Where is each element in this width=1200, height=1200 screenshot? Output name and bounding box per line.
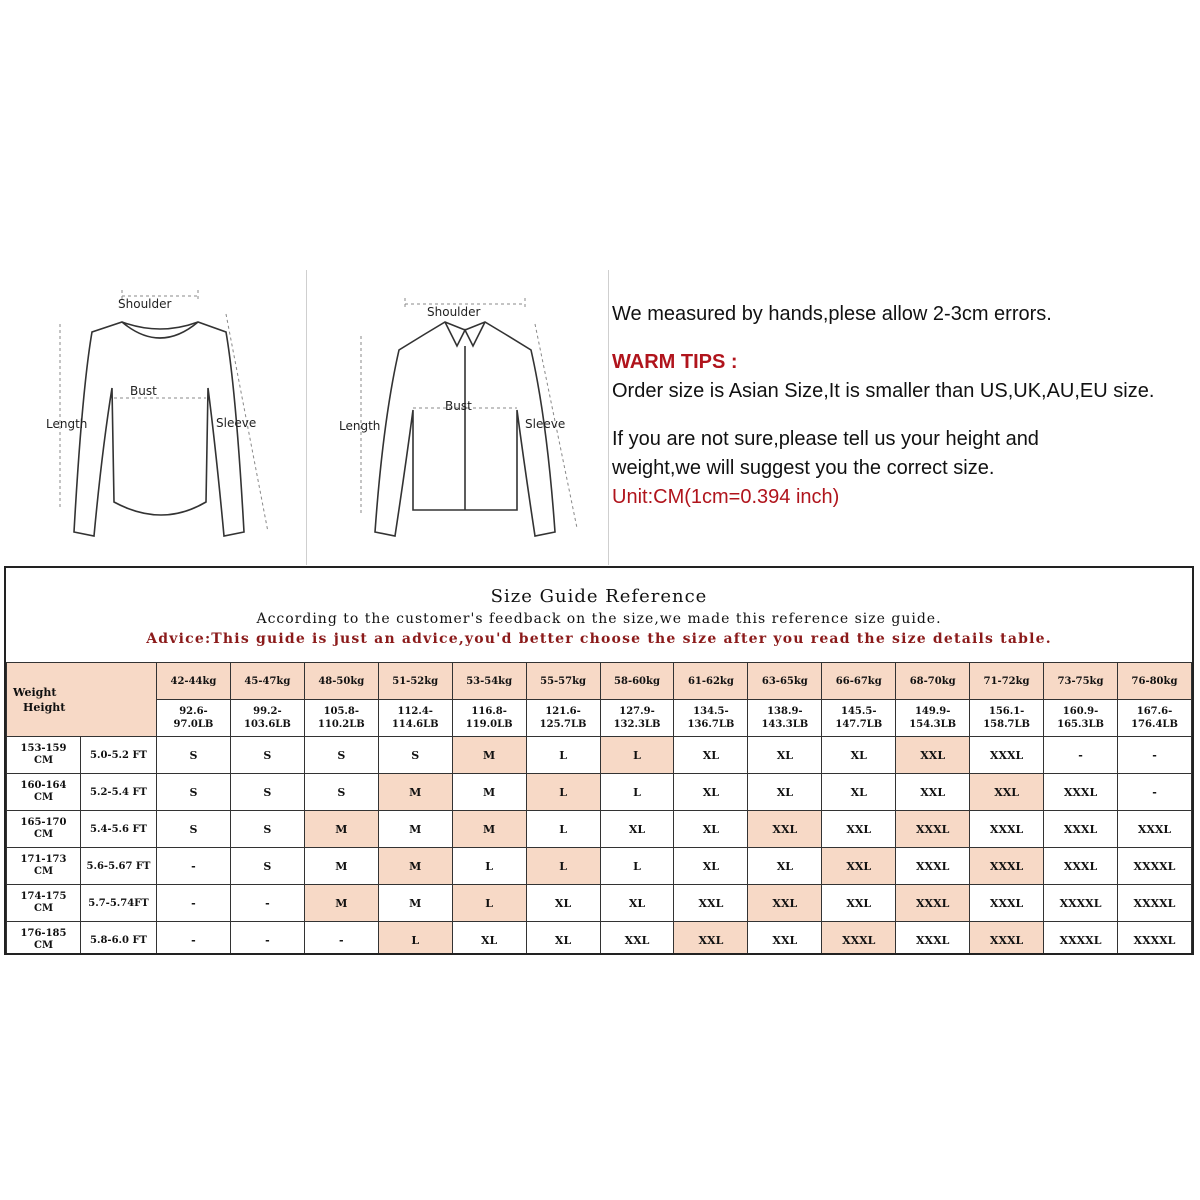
weight-lb-to: 165.3LB [1057, 719, 1104, 730]
size-cell: S [230, 848, 304, 885]
size-cell: S [157, 737, 231, 774]
size-cell: M [378, 811, 452, 848]
divider [306, 270, 307, 565]
size-cell: - [1044, 737, 1118, 774]
weight-lb-from: 105.8- [323, 706, 360, 717]
size-cell: XXL [600, 922, 674, 956]
height-ft-cell: 5.4-5.6 FT [81, 811, 157, 848]
weight-lb-header [526, 700, 600, 737]
weight-kg-header: 53-54kg [452, 663, 526, 700]
tshirt-bust-label: Bust [130, 384, 157, 398]
size-cell: XXXL [822, 922, 896, 956]
weight-lb-row [7, 700, 1192, 737]
size-cell: M [378, 774, 452, 811]
size-cell: - [230, 922, 304, 956]
size-cell: L [600, 737, 674, 774]
weight-lb-to: 176.4LB [1131, 719, 1178, 730]
size-cell: XXL [674, 885, 748, 922]
weight-kg-header: 58-60kg [600, 663, 674, 700]
height-cm-cell [7, 737, 81, 774]
height-cm-range: 165-170 [20, 817, 67, 828]
size-cell: S [304, 774, 378, 811]
size-cell: XXXL [896, 811, 970, 848]
weight-lb-from: 160.9- [1062, 706, 1099, 717]
suggest-note-line2: weight,we will suggest you the correct size. [612, 457, 995, 479]
weight-lb-from: 112.4- [397, 706, 433, 717]
size-cell: XL [452, 922, 526, 956]
weight-kg-header: 51-52kg [378, 663, 452, 700]
size-cell: - [157, 848, 231, 885]
size-cell: XXXL [896, 848, 970, 885]
height-ft-cell: 5.2-5.4 FT [81, 774, 157, 811]
weight-lb-from: 121.6- [545, 706, 581, 717]
size-cell: S [230, 737, 304, 774]
height-cm-cell [7, 774, 81, 811]
size-cell: XXXL [896, 922, 970, 956]
tshirt-length-label: Length [46, 417, 88, 431]
measurement-note: We measured by hands,plese allow 2-3cm errors. [612, 303, 1052, 325]
size-cell: XXXL [970, 922, 1044, 956]
height-ft-cell: 5.8-6.0 FT [81, 922, 157, 956]
weight-lb-to: 125.7LB [539, 719, 587, 730]
size-cell: XXXXL [1117, 885, 1191, 922]
size-guide-title: Size Guide Reference [490, 586, 708, 607]
tshirt-sleeve-label: Sleeve [216, 416, 257, 430]
weight-lb-from: 127.9- [619, 706, 655, 717]
size-cell: - [157, 922, 231, 956]
weight-lb-header [304, 700, 378, 737]
size-notes [612, 300, 1197, 512]
corner-weight-label: Weight [13, 685, 57, 699]
size-cell: S [230, 774, 304, 811]
weight-lb-header [230, 700, 304, 737]
size-cell: XXXXL [1044, 922, 1118, 956]
size-cell: M [378, 885, 452, 922]
weight-lb-from: 167.6- [1136, 706, 1173, 717]
size-cell: XXL [822, 811, 896, 848]
size-cell: XXXL [970, 885, 1044, 922]
shirt-sleeve-label: Sleeve [525, 417, 566, 431]
weight-lb-from: 138.9- [767, 706, 803, 717]
size-cell: XXL [674, 922, 748, 956]
height-cm-cell [7, 848, 81, 885]
asian-size-note: Order size is Asian Size,It is smaller than US,UK,AU,EU size. [612, 380, 1155, 402]
table-row [7, 737, 1192, 774]
weight-lb-to: 119.0LB [465, 719, 513, 730]
size-cell: - [1117, 774, 1191, 811]
weight-lb-to: 143.3LB [761, 719, 809, 730]
size-cell: XXXL [1044, 848, 1118, 885]
size-cell: S [378, 737, 452, 774]
size-cell: M [304, 848, 378, 885]
size-cell: M [452, 811, 526, 848]
weight-lb-header [452, 700, 526, 737]
tshirt-diagram [30, 270, 290, 570]
size-cell: XL [822, 774, 896, 811]
height-cm-unit: CM [33, 829, 54, 840]
weight-lb-to: 110.2LB [317, 719, 365, 730]
shirt-shoulder-label: Shoulder [427, 305, 481, 319]
size-guide [4, 566, 1194, 955]
table-row [7, 811, 1192, 848]
size-cell: L [526, 848, 600, 885]
size-cell: M [378, 848, 452, 885]
size-cell: S [157, 774, 231, 811]
weight-lb-from: 99.2- [253, 706, 282, 717]
shirt-bust-label: Bust [445, 399, 472, 413]
size-cell: XL [674, 811, 748, 848]
unit-note: Unit:CM(1cm=0.394 inch) [612, 486, 840, 508]
height-cm-range: 176-185 [20, 928, 67, 939]
weight-lb-to: 103.6LB [243, 719, 291, 730]
weight-lb-from: 149.9- [914, 706, 951, 717]
weight-lb-to: 158.7LB [983, 719, 1030, 730]
size-cell: L [452, 885, 526, 922]
warm-tips-heading: WARM TIPS : [612, 351, 738, 373]
height-ft-cell: 5.6-5.67 FT [81, 848, 157, 885]
size-cell: XXXL [1044, 811, 1118, 848]
size-cell: XXL [970, 774, 1044, 811]
size-cell: L [600, 848, 674, 885]
size-cell: XXL [822, 885, 896, 922]
size-cell: XXXL [896, 885, 970, 922]
size-cell: XXXL [970, 811, 1044, 848]
suggest-note-line1: If you are not sure,please tell us your height and [612, 428, 1039, 450]
height-cm-unit: CM [33, 792, 54, 803]
weight-kg-header: 63-65kg [748, 663, 822, 700]
weight-kg-header: 42-44kg [157, 663, 231, 700]
size-cell: S [230, 811, 304, 848]
weight-lb-header [674, 700, 748, 737]
height-cm-range: 171-173 [20, 854, 67, 865]
height-cm-range: 160-164 [20, 780, 67, 791]
size-cell: - [304, 922, 378, 956]
size-cell: XXXL [1044, 774, 1118, 811]
table-corner [7, 663, 157, 737]
size-cell: XXL [896, 774, 970, 811]
tshirt-shoulder-label: Shoulder [118, 297, 172, 311]
size-cell: XL [526, 885, 600, 922]
height-cm-unit: CM [33, 755, 54, 766]
height-cm-range: 153-159 [20, 743, 67, 754]
weight-lb-from: 116.8- [471, 706, 507, 717]
weight-kg-header: 73-75kg [1044, 663, 1118, 700]
weight-kg-header: 55-57kg [526, 663, 600, 700]
size-cell: M [452, 737, 526, 774]
weight-lb-from: 145.5- [841, 706, 877, 717]
size-cell: M [452, 774, 526, 811]
table-row [7, 774, 1192, 811]
shirt-outline-icon [325, 270, 605, 570]
height-cm-unit: CM [33, 903, 54, 914]
weight-kg-header: 66-67kg [822, 663, 896, 700]
size-cell: XL [600, 885, 674, 922]
size-cell: XXL [896, 737, 970, 774]
weight-lb-to: 154.3LB [909, 719, 957, 730]
weight-lb-header [822, 700, 896, 737]
size-cell: XXXL [970, 848, 1044, 885]
size-cell: XXL [748, 922, 822, 956]
size-cell: XXXL [970, 737, 1044, 774]
weight-kg-header: 76-80kg [1117, 663, 1191, 700]
weight-lb-header [748, 700, 822, 737]
size-cell: XL [526, 922, 600, 956]
size-guide-subtitle: According to the customer's feedback on the size,we made this reference size guide. [256, 611, 942, 627]
size-cell: L [600, 774, 674, 811]
weight-lb-to: 136.7LB [687, 719, 735, 730]
size-cell: XXL [748, 885, 822, 922]
weight-lb-from: 156.1- [988, 706, 1025, 717]
weight-lb-from: 92.6- [179, 706, 208, 717]
tshirt-outline-icon [30, 270, 290, 570]
weight-lb-to: 132.3LB [613, 719, 661, 730]
weight-kg-header: 48-50kg [304, 663, 378, 700]
height-cm-unit: CM [33, 866, 54, 877]
weight-kg-header: 71-72kg [970, 663, 1044, 700]
size-cell: XL [748, 737, 822, 774]
height-cm-unit: CM [33, 940, 54, 951]
size-cell: L [452, 848, 526, 885]
shirt-diagram [325, 270, 605, 570]
size-cell: - [230, 885, 304, 922]
weight-lb-header [970, 700, 1044, 737]
size-cell: XXXXL [1044, 885, 1118, 922]
weight-lb-from: 134.5- [693, 706, 729, 717]
weight-lb-header [600, 700, 674, 737]
divider [608, 270, 609, 565]
size-cell: XL [674, 774, 748, 811]
size-cell: XXXXL [1117, 848, 1191, 885]
size-cell: XL [748, 848, 822, 885]
size-cell: M [304, 811, 378, 848]
size-cell: S [157, 811, 231, 848]
height-cm-cell [7, 811, 81, 848]
height-cm-range: 174-175 [20, 891, 67, 902]
size-cell: - [157, 885, 231, 922]
size-cell: S [304, 737, 378, 774]
size-cell: XXXL [1117, 811, 1191, 848]
size-cell: - [1117, 737, 1191, 774]
size-cell: XL [822, 737, 896, 774]
weight-lb-header [896, 700, 970, 737]
corner-height-label: Height [23, 700, 66, 714]
weight-lb-to: 97.0LB [173, 719, 214, 730]
size-cell: XL [748, 774, 822, 811]
weight-kg-row [7, 663, 1192, 700]
weight-kg-header: 61-62kg [674, 663, 748, 700]
size-cell: XXL [748, 811, 822, 848]
table-row [7, 848, 1192, 885]
height-ft-cell: 5.7-5.74FT [81, 885, 157, 922]
weight-lb-header [1117, 700, 1191, 737]
weight-kg-header: 45-47kg [230, 663, 304, 700]
size-cell: L [526, 774, 600, 811]
size-cell: L [526, 737, 600, 774]
size-cell: XXXXL [1117, 922, 1191, 956]
weight-lb-to: 114.6LB [391, 719, 439, 730]
height-ft-cell: 5.0-5.2 FT [81, 737, 157, 774]
size-table [6, 662, 1192, 955]
size-cell: XL [674, 848, 748, 885]
table-row [7, 922, 1192, 956]
size-cell: XXL [822, 848, 896, 885]
table-row [7, 885, 1192, 922]
size-cell: L [526, 811, 600, 848]
size-guide-header [6, 568, 1192, 662]
weight-lb-header [378, 700, 452, 737]
height-cm-cell [7, 885, 81, 922]
weight-lb-header [1044, 700, 1118, 737]
shirt-length-label: Length [339, 419, 381, 433]
size-cell: XL [600, 811, 674, 848]
size-guide-advice: Advice:This guide is just an advice,you'd better choose the size after you read the size details table. [146, 631, 1052, 647]
weight-kg-header: 68-70kg [896, 663, 970, 700]
height-cm-cell [7, 922, 81, 956]
size-cell: XL [674, 737, 748, 774]
size-cell: M [304, 885, 378, 922]
size-cell: L [378, 922, 452, 956]
weight-lb-to: 147.7LB [835, 719, 883, 730]
weight-lb-header [157, 700, 231, 737]
